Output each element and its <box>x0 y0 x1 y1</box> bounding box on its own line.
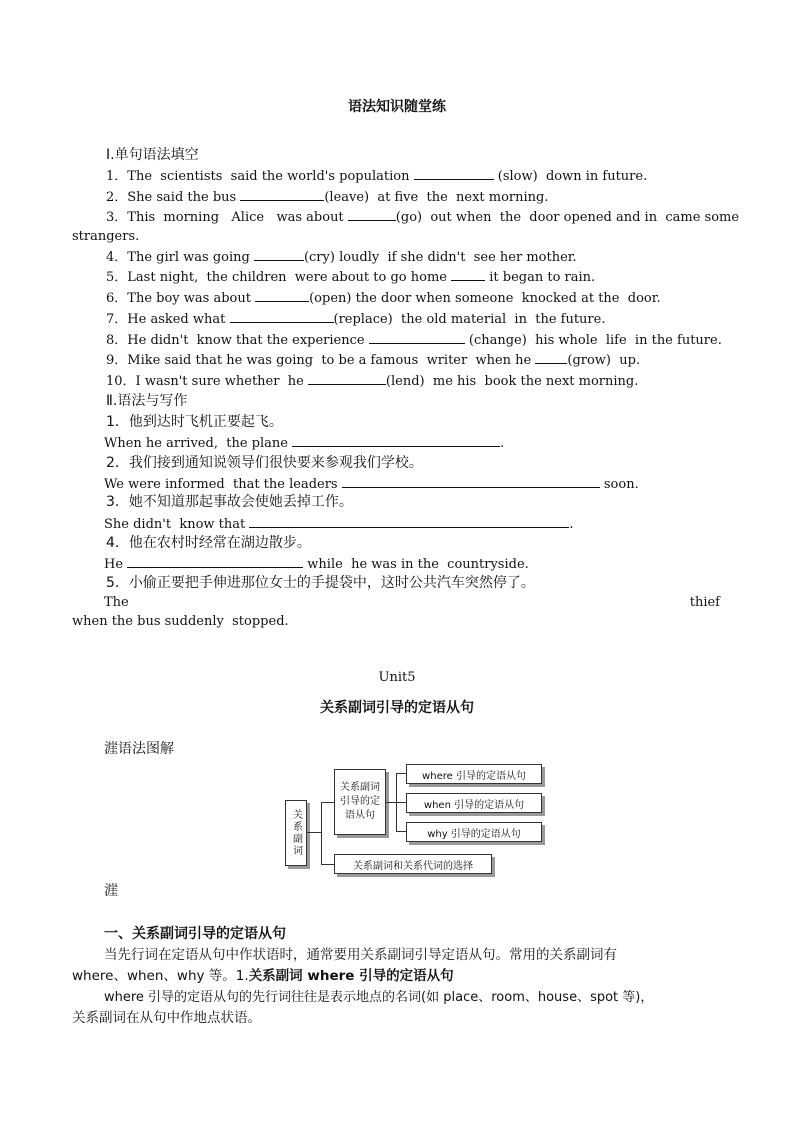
section3-heading: 一、关系副词引导的定语从句 <box>104 926 286 942</box>
paragraph-line: 当先行词在定语从句中作状语时，通常要用关系副词引导定语从句。常用的关系副词有 <box>104 947 617 963</box>
translation-answer: When he arrived, the plane . <box>104 436 505 451</box>
exercise-item: 8．He didn't know that the experience (change) his whole life in the future. <box>106 333 722 348</box>
translation-prompt: 3．她不知道那起事故会使她丢掉工作。 <box>106 494 353 510</box>
exercise-item: 1．The scientists said the world's population (slow) down in future. <box>106 169 648 184</box>
translation-prompt: 5．小偷正要把手伸进那位女士的手提袋中，这时公共汽车突然停了。 <box>106 575 535 591</box>
page-title: 语法知识随堂练 <box>348 99 446 115</box>
section2-heading: Ⅱ.语法与写作 <box>106 393 188 409</box>
translation-answer: He while he was in the countryside. <box>104 557 529 572</box>
exercise-item: 6．The boy was about (open) the door when someone knocked at the door. <box>106 291 661 306</box>
paragraph-line: where、when、why 等。1.关系副词 where 引导的定语从句 <box>72 968 454 984</box>
translation-answer: She didn't know that . <box>104 517 574 532</box>
diagram-root-box: 关系副词 <box>285 800 307 866</box>
exercise-item: 5．Last night, the children were about to go home it began to rain. <box>106 270 596 285</box>
diagram-heading: 漄语法图解 <box>104 741 174 757</box>
exercise-item: 3．This morning Alice was about (go) out when the door opened and in came some <box>106 210 740 225</box>
exercise-item: 2．She said the bus (leave) at five the next morning. <box>106 190 549 205</box>
exercise-item: 9．Mike said that he was going to be a famous writer when he (grow) up. <box>106 353 641 368</box>
diagram-bottom-box: 关系副词和关系代词的选择 <box>334 854 492 874</box>
diagram-branch-why: why 引导的定语从句 <box>406 822 542 842</box>
translation-prompt: 4．他在农村时经常在湖边散步。 <box>106 535 311 551</box>
translation-answer-continued: when the bus suddenly stopped. <box>72 614 289 629</box>
section1-heading: Ⅰ.单句语法填空 <box>106 147 199 163</box>
translation-answer: We were informed that the leaders soon. <box>104 477 639 492</box>
exercise-item: 4．The girl was going (cry) loudly if she didn't see her mother. <box>106 250 577 265</box>
exercise-item: 10．I wasn't sure whether he (lend) me his book the next morning. <box>106 374 639 389</box>
exercise-item-continued: strangers. <box>72 229 140 244</box>
paragraph-line: where 引导的定语从句的先行词往往是表示地点的名词(如 place、room、house、spot 等)， <box>104 990 654 1005</box>
translation-answer: The thief <box>104 595 720 610</box>
stray-character: 漄 <box>104 883 118 899</box>
paragraph-line: 关系副词在从句中作地点状语。 <box>72 1010 261 1026</box>
section-title: 关系副词引导的定语从句 <box>320 700 474 716</box>
unit-label: Unit5 <box>378 670 416 685</box>
diagram-branch-where: where 引导的定语从句 <box>406 764 542 784</box>
exercise-item: 7．He asked what (replace) the old material in the future. <box>106 312 606 327</box>
translation-prompt: 2．我们接到通知说领导们很快要来参观我们学校。 <box>106 455 423 471</box>
diagram-mid-box: 关系副词引导的定语从句 <box>334 769 386 835</box>
translation-prompt: 1．他到达时飞机正要起飞。 <box>106 414 283 430</box>
diagram-branch-when: when 引导的定语从句 <box>406 793 542 813</box>
